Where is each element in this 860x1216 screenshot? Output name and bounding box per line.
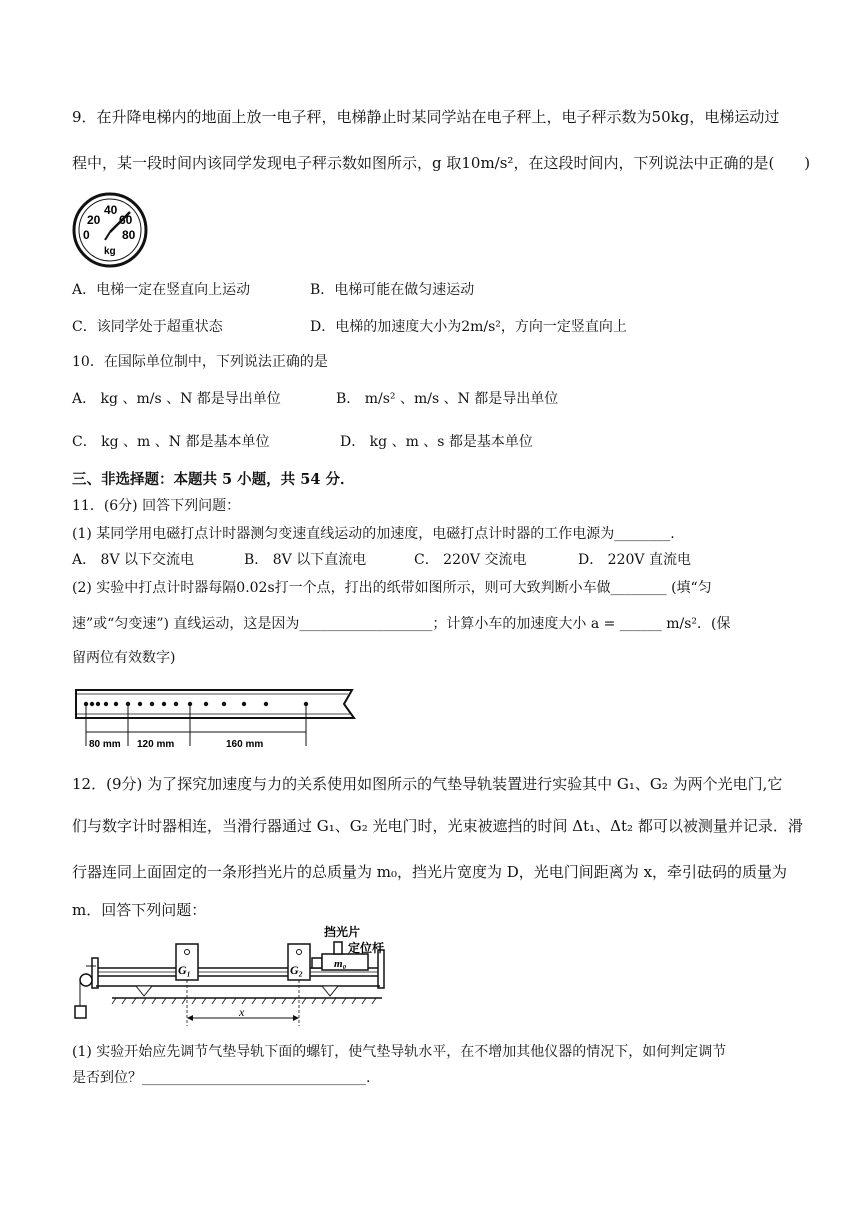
q12-line2: 们与数字计时器相连，当滑行器通过 G₁、G₂ 光电门时，光束被遮挡的时间 Δt₁、Δt₂ 都可以被测量并记录．滑 <box>72 817 803 835</box>
section-heading: 三、非选择题：本题共 5 小题，共 54 分． <box>72 471 355 488</box>
q12-part1-line1: (1) 实验开始应先调节气垫导轨下面的螺钉，使气垫导轨水平，在不增加其他仪器的情况下，如何判定调节 <box>72 1044 727 1060</box>
dial-unit: kg <box>104 246 116 257</box>
label-positioning-rod: 定位杆 <box>348 941 385 955</box>
dial-tick-20: 20 <box>87 213 101 227</box>
q9-option-c: C．该同学处于超重状态 <box>72 319 223 335</box>
svg-text:G₂: G₂ <box>290 963 303 977</box>
q12-part1-line2: 是否到位？________________________________. <box>72 1070 371 1086</box>
weight-icon <box>75 1006 86 1018</box>
q11-part1: (1) 某同学用电磁打点计时器测匀变速直线运动的加速度，电磁打点计时器的工作电源为________. <box>72 526 675 542</box>
q10-option-c: C． kg 、m 、N 都是基本单位 <box>72 434 270 450</box>
q10-stem: 10．在国际单位制中，下列说法正确的是 <box>72 354 328 370</box>
q12-line3: 行器连同上面固定的一条形挡光片的总质量为 m₀，挡光片宽度为 D，光电门间距离为 x，牵引砝码的质量为 <box>72 863 788 881</box>
label-shading-strip: 挡光片 <box>324 925 361 939</box>
q11-part2-line2: 速”或“匀变速”) 直线运动，这是因为___________________；计算小车的加速度大小 a = ______ m/s²．(保 <box>72 616 731 632</box>
q11-part2-line3: 留两位有效数字) <box>72 650 176 666</box>
q10-option-b: B． m/s² 、m/s 、N 都是导出单位 <box>336 391 559 407</box>
q12-line1: 12．(9分) 为了探究加速度与力的关系使用如图所示的气垫导轨装置进行实验其中 G₁、G₂ 为两个光电门,它 <box>72 775 783 793</box>
q9-line1: 9．在升降电梯内的地面上放一电子秤，电梯静止时某同学站在电子秤上，电子秤示数为50kg，电梯运动过 <box>72 108 780 126</box>
svg-text:m₀: m₀ <box>334 958 347 970</box>
q11-part2-line1: (2) 实验中打点计时器每隔0.02s打一个点，打出的纸带如图所示，则可大致判断小车做________ (填“匀 <box>72 580 712 596</box>
dial-tick-0: 0 <box>83 228 90 242</box>
tape-label-120: 120 mm <box>137 739 175 750</box>
q10-option-a: A． kg 、m/s 、N 都是导出单位 <box>72 391 281 407</box>
q11-option-a: A． 8V 以下交流电 <box>72 552 195 568</box>
q11-option-c: C． 220V 交流电 <box>414 552 527 568</box>
svg-text:x: x <box>239 1005 245 1019</box>
scale-dial <box>70 192 154 272</box>
q11-option-b: B． 8V 以下直流电 <box>244 552 367 568</box>
air-track-figure <box>72 922 402 1030</box>
q11-option-d: D． 220V 直流电 <box>578 552 691 568</box>
paper-tape-figure <box>72 686 362 750</box>
q9-line2: 程中，某一段时间内该同学发现电子秤示数如图所示，g 取10m/s²，在这段时间内，下列说法中正确的是( ) <box>72 154 811 172</box>
q11-stem: 11．(6分) 回答下列问题： <box>72 498 241 514</box>
pulley-icon <box>80 974 92 986</box>
tape-label-160: 160 mm <box>226 739 264 750</box>
svg-text:G₁: G₁ <box>178 963 191 977</box>
shading-strip <box>334 942 342 954</box>
q9-option-b: B．电梯可能在做匀速运动 <box>310 282 475 298</box>
dial-tick-80: 80 <box>122 228 136 242</box>
q10-option-d: D． kg 、m 、s 都是基本单位 <box>340 434 533 450</box>
dial-tick-60: 60 <box>119 213 133 227</box>
dial-tick-40: 40 <box>104 203 118 217</box>
tape-label-80: 80 mm <box>89 739 121 750</box>
q12-line4: m．回答下列问题： <box>72 901 207 919</box>
q9-option-d: D．电梯的加速度大小为2m/s²，方向一定竖直向上 <box>310 319 627 335</box>
q9-option-a: A．电梯一定在竖直向上运动 <box>72 282 251 298</box>
